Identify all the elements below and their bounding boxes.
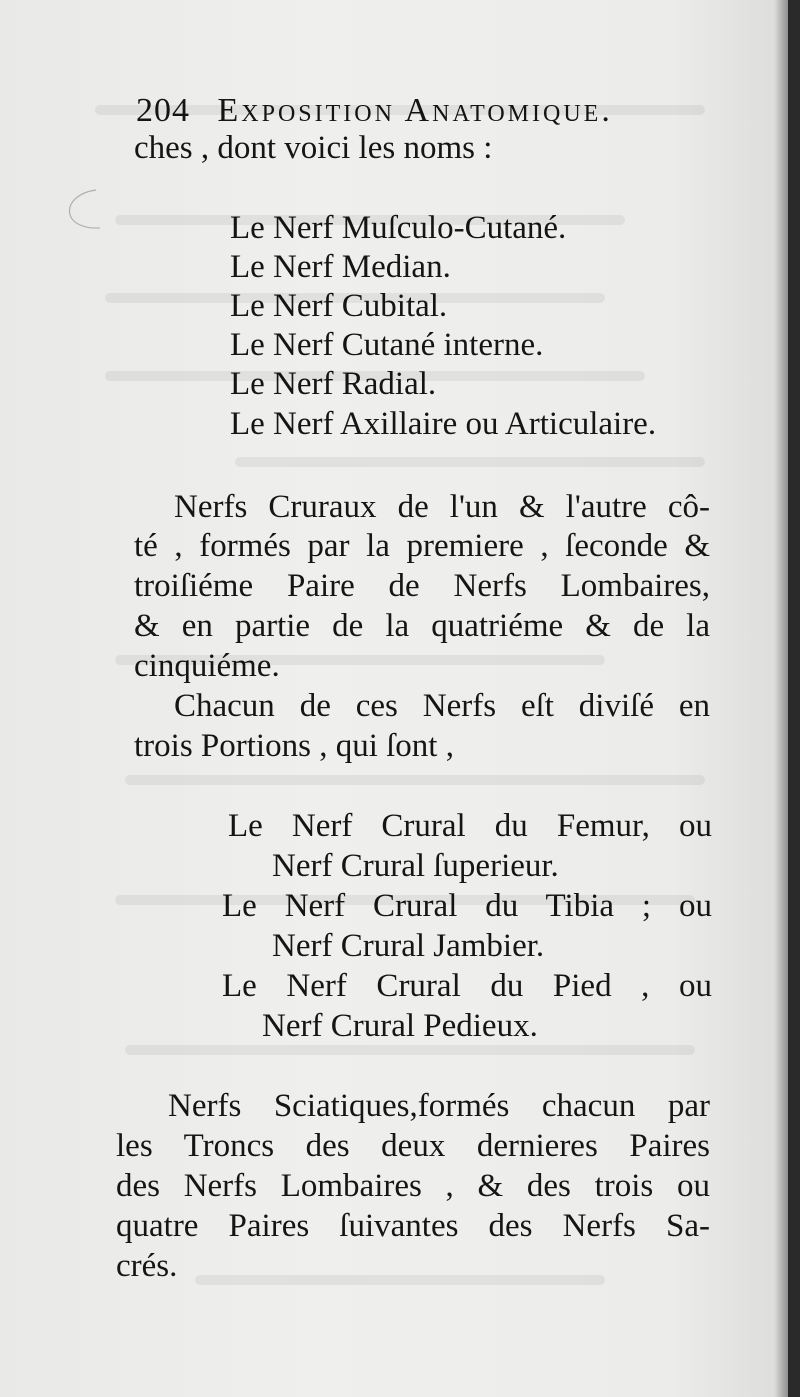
paragraph-line: Nerfs Sciatiques,formés chacun par — [168, 1088, 710, 1124]
binding-shadow — [774, 0, 788, 1397]
crural-list-item: Le Nerf Crural du Tibia ; ou — [222, 888, 712, 924]
brachial-list-item: Le Nerf Median. — [230, 249, 451, 285]
paragraph-line: les Troncs des deux dernieres Paires — [116, 1128, 710, 1164]
running-head-title: Exposition Anatomique. — [217, 92, 613, 129]
paragraph-line: quatre Paires ſuivantes des Nerfs Sa- — [116, 1208, 710, 1244]
paragraph-line: Chacun de ces Nerfs eſt diviſé en — [174, 688, 710, 724]
brachial-list-item: Le Nerf Axillaire ou Articulaire. — [230, 406, 657, 442]
crural-list-item: Nerf Crural Pedieux. — [262, 1008, 538, 1044]
crural-list-item: Le Nerf Crural du Pied , ou — [222, 968, 712, 1004]
paragraph-line: crés. — [116, 1248, 178, 1284]
paragraph-line: cinquiéme. — [134, 648, 280, 684]
paragraph-line: trois Portions , qui ſont , — [134, 728, 454, 764]
brachial-list-item: Le Nerf Cutané interne. — [230, 327, 544, 363]
crural-list-item: Nerf Crural Jambier. — [272, 928, 545, 964]
brachial-list-item: Le Nerf Cubital. — [230, 288, 448, 324]
paragraph-line: & en partie de la quatriéme & de la — [134, 608, 710, 644]
brachial-list-item: Le Nerf Muſculo-Cutané. — [230, 210, 567, 246]
crural-list-item: Nerf Crural ſuperieur. — [272, 848, 559, 884]
paragraph-line: des Nerfs Lombaires , & des trois ou — [116, 1168, 710, 1204]
crural-list-item: Le Nerf Crural du Femur, ou — [228, 808, 712, 844]
paragraph-line: té , formés par la premiere , ſeconde & — [134, 528, 710, 564]
paragraph-line: troiſiéme Paire de Nerfs Lombaires, — [134, 568, 710, 604]
brachial-list-item: Le Nerf Radial. — [230, 366, 437, 402]
paragraph-line: Nerfs Cruraux de l'un & l'autre cô- — [174, 489, 710, 525]
intro-line: ches , dont voici les noms : — [134, 130, 493, 166]
page-number: 204 — [136, 92, 190, 129]
